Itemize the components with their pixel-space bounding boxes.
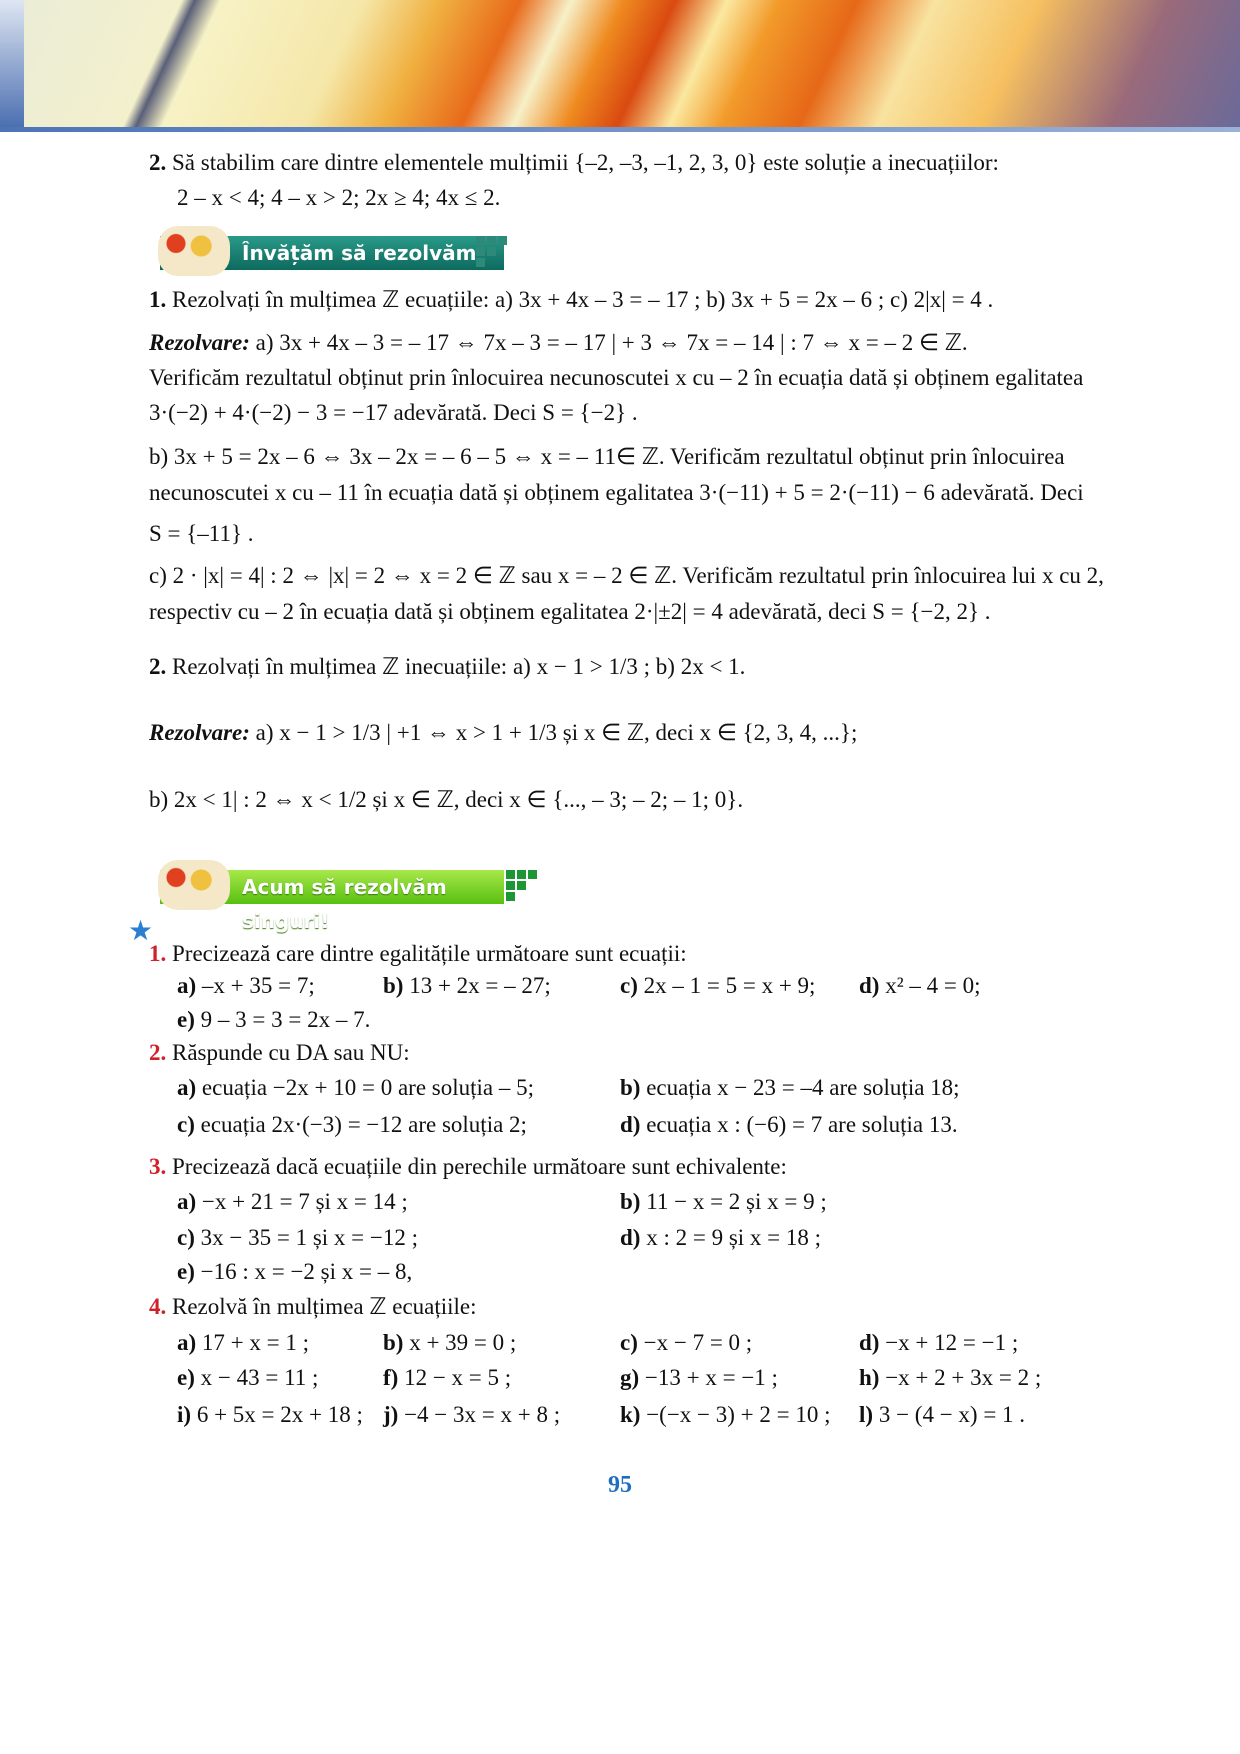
- exercise-item: [177, 1006, 370, 1034]
- exercise-item: [177, 1401, 363, 1429]
- item-text: ecuația x : (−6) = 7 are soluția 13.: [646, 1112, 958, 1137]
- item-label: b): [383, 973, 404, 998]
- item-text: ecuația −2x + 10 = 0 are soluția – 5;: [201, 1075, 534, 1100]
- intro-line-2: 2 – x < 4; 4 – x > 2; 2x ≥ 4; 4x ≤ 2.: [177, 185, 501, 210]
- item-label: b): [383, 1330, 404, 1355]
- banner-practice-title: Acum să rezolvăm singuri!: [242, 875, 447, 933]
- item-text: x : 2 = 9 și x = 18 ;: [646, 1225, 822, 1250]
- item-label: f): [383, 1365, 399, 1390]
- exercise-item: [859, 972, 980, 1000]
- item-label: e): [177, 1007, 195, 1032]
- learn-ex2: [149, 653, 745, 681]
- item-label: a): [177, 973, 197, 998]
- item-label: k): [620, 1402, 641, 1427]
- banner-kids-icon: [158, 860, 230, 910]
- ex-number: 2.: [149, 654, 167, 679]
- header-image: [0, 0, 1240, 128]
- intro-text: Să stabilim care dintre elementele mulțimii {–2, –3, –1, 2, 3, 0} este soluție a inecuațiilor:: [172, 150, 999, 175]
- item-text: x − 43 = 11 ;: [200, 1365, 319, 1390]
- item-text: 2x – 1 = 5 = x + 9;: [643, 973, 816, 998]
- exercise-item: [383, 1329, 516, 1357]
- exercise-item: [620, 1111, 958, 1139]
- item-text: –x + 35 = 7;: [201, 973, 315, 998]
- grid-squares-icon: [476, 236, 508, 270]
- item-label: a): [177, 1330, 197, 1355]
- item-text: 11 − x = 2 și x = 9 ;: [646, 1189, 827, 1214]
- solution-label: Rezolvare:: [149, 330, 250, 355]
- item-label: e): [177, 1365, 195, 1390]
- item-label: e): [177, 1259, 195, 1284]
- exercise-item: [620, 1329, 752, 1357]
- solution-line: S = {–11} .: [149, 521, 254, 546]
- item-label: j): [383, 1402, 399, 1427]
- solution-line: respectiv cu – 2 în ecuația dată și obținem egalitatea 2·|±2| = 4 adevărată, deci S = {−2, 2} .: [149, 599, 991, 624]
- exercise-item: [383, 1401, 560, 1429]
- item-label: l): [859, 1402, 874, 1427]
- item-text: −x + 2 + 3x = 2 ;: [885, 1365, 1042, 1390]
- item-label: i): [177, 1402, 192, 1427]
- page-number: 95: [608, 1472, 632, 1498]
- item-label: d): [620, 1112, 641, 1137]
- solution-line: b) 3x + 5 = 2x – 6 ⇔ 3x – 2x = – 6 – 5 ⇔ x = – 11∈ ℤ. Verificăm rezultatul obținut prin înlocuirea: [149, 444, 1065, 469]
- item-text: 12 − x = 5 ;: [404, 1365, 512, 1390]
- exercise-item: [620, 1401, 831, 1429]
- exercise-text: Răspunde cu DA sau NU:: [172, 1040, 410, 1065]
- exercise-number: 2.: [149, 1040, 167, 1065]
- star-icon: ★: [128, 916, 154, 947]
- exercise-item: [859, 1401, 1025, 1429]
- header-side-strip: [0, 0, 24, 128]
- header-divider: [0, 127, 1240, 132]
- item-label: h): [859, 1365, 880, 1390]
- ex-number: 1.: [149, 287, 167, 312]
- item-label: c): [177, 1112, 195, 1137]
- exercise-item: [177, 1188, 408, 1216]
- exercise-number: 4.: [149, 1294, 167, 1319]
- exercise-item: [177, 1364, 318, 1392]
- solution-text: a) x − 1 > 1/3 | +1 ⇔ x > 1 + 1/3 și x ∈ ℤ, deci x ∈ {2, 3, 4, ...};: [255, 720, 858, 745]
- banner-learn: [160, 236, 504, 270]
- exercise-number: 3.: [149, 1154, 167, 1179]
- learn-ex1: [149, 286, 993, 314]
- item-label: c): [177, 1225, 195, 1250]
- item-text: −13 + x = −1 ;: [644, 1365, 778, 1390]
- exercise-item: [620, 1188, 827, 1216]
- item-label: d): [859, 1330, 880, 1355]
- item-text: −x + 21 = 7 și x = 14 ;: [201, 1189, 408, 1214]
- exercise-item: [177, 1329, 309, 1357]
- item-text: x² – 4 = 0;: [885, 973, 981, 998]
- item-label: c): [620, 973, 638, 998]
- item-label: g): [620, 1365, 640, 1390]
- solution-label: Rezolvare:: [149, 720, 250, 745]
- item-text: −16 : x = −2 și x = – 8,: [200, 1259, 413, 1284]
- item-text: −x − 7 = 0 ;: [643, 1330, 753, 1355]
- intro-line-1: [149, 149, 999, 177]
- item-text: x + 39 = 0 ;: [409, 1330, 517, 1355]
- item-text: 3 − (4 − x) = 1 .: [878, 1402, 1026, 1427]
- exercise-item: [620, 1224, 821, 1252]
- exercise-item: [177, 1074, 534, 1102]
- item-label: d): [620, 1225, 641, 1250]
- item-label: a): [177, 1075, 197, 1100]
- exercise-item: [177, 972, 315, 1000]
- banner-learn-title: Învățăm să rezolvăm: [242, 241, 477, 265]
- item-text: ecuația x − 23 = –4 are soluția 18;: [646, 1075, 960, 1100]
- exercise-text: Rezolvă în mulțimea ℤ ecuațiile:: [172, 1294, 477, 1319]
- exercise-item: [177, 1224, 418, 1252]
- item-text: −(−x − 3) + 2 = 10 ;: [646, 1402, 831, 1427]
- item-label: b): [620, 1189, 641, 1214]
- solution-text: a) 3x + 4x – 3 = – 17 ⇔ 7x – 3 = – 17 | + 3 ⇔ 7x = – 14 | : 7 ⇔ x = – 2 ∈ ℤ.: [255, 330, 968, 355]
- exercise-item: [177, 1111, 527, 1139]
- item-text: 17 + x = 1 ;: [201, 1330, 310, 1355]
- exercise-item: [383, 972, 551, 1000]
- item-text: 6 + 5x = 2x + 18 ;: [196, 1402, 363, 1427]
- banner-illustration-icon: [158, 226, 230, 276]
- solution-line: necunoscutei x cu – 11 în ecuația dată și obținem egalitatea 3·(−11) + 5 = 2·(−11) − 6 adevărată. Deci: [149, 480, 1084, 505]
- exercise-title: [149, 1039, 410, 1067]
- solution-line: c) 2 · |x| = 4| : 2 ⇔ |x| = 2 ⇔ x = 2 ∈ ℤ sau x = – 2 ∈ ℤ. Verificăm rezultatul prin înlocuirea lui x cu 2,: [149, 563, 1104, 588]
- exercise-item: [620, 972, 815, 1000]
- exercise-text: Precizează care dintre egalitățile următoare sunt ecuații:: [172, 941, 687, 966]
- exercise-text: Precizează dacă ecuațiile din perechile următoare sunt echivalente:: [172, 1154, 787, 1179]
- solution-line: Verificăm rezultatul obținut prin înlocuirea necunoscutei x cu – 2 în ecuația dată și obținem egalitatea: [149, 365, 1084, 390]
- exercise-item: [383, 1364, 511, 1392]
- solution-line: [149, 719, 857, 747]
- item-label: a): [177, 1189, 197, 1214]
- item-text: 13 + 2x = – 27;: [409, 973, 551, 998]
- intro-number: 2.: [149, 150, 167, 175]
- solution-line: [149, 329, 968, 357]
- exercise-item: [620, 1074, 960, 1102]
- item-text: ecuația 2x·(−3) = −12 are soluția 2;: [200, 1112, 527, 1137]
- exercise-title: [149, 1293, 477, 1321]
- exercise-title: [149, 940, 687, 968]
- item-label: c): [620, 1330, 638, 1355]
- exercise-number: 1.: [149, 941, 167, 966]
- exercise-item: [177, 1258, 412, 1286]
- ex-text: Rezolvați în mulțimea ℤ inecuațiile: a) x − 1 > 1/3 ; b) 2x < 1.: [172, 654, 746, 679]
- item-text: 3x − 35 = 1 și x = −12 ;: [200, 1225, 418, 1250]
- banner-practice: [160, 870, 504, 933]
- exercise-item: [859, 1364, 1041, 1392]
- ex-text: Rezolvați în mulțimea ℤ ecuațiile: a) 3x + 4x – 3 = – 17 ; b) 3x + 5 = 2x – 6 ; c) 2|x| = 4 .: [172, 287, 994, 312]
- exercise-title: [149, 1153, 787, 1181]
- item-text: 9 – 3 = 3 = 2x – 7.: [200, 1007, 371, 1032]
- grid-squares-icon: [506, 870, 538, 904]
- solution-line: b) 2x < 1| : 2 ⇔ x < 1/2 și x ∈ ℤ, deci x ∈ {..., – 3; – 2; – 1; 0}.: [149, 787, 744, 812]
- item-label: b): [620, 1075, 641, 1100]
- solution-line: 3·(−2) + 4·(−2) − 3 = −17 adevărată. Deci S = {−2} .: [149, 400, 638, 425]
- item-label: d): [859, 973, 880, 998]
- exercise-item: [859, 1329, 1018, 1357]
- exercise-item: [620, 1364, 778, 1392]
- item-text: −4 − 3x = x + 8 ;: [404, 1402, 561, 1427]
- item-text: −x + 12 = −1 ;: [885, 1330, 1019, 1355]
